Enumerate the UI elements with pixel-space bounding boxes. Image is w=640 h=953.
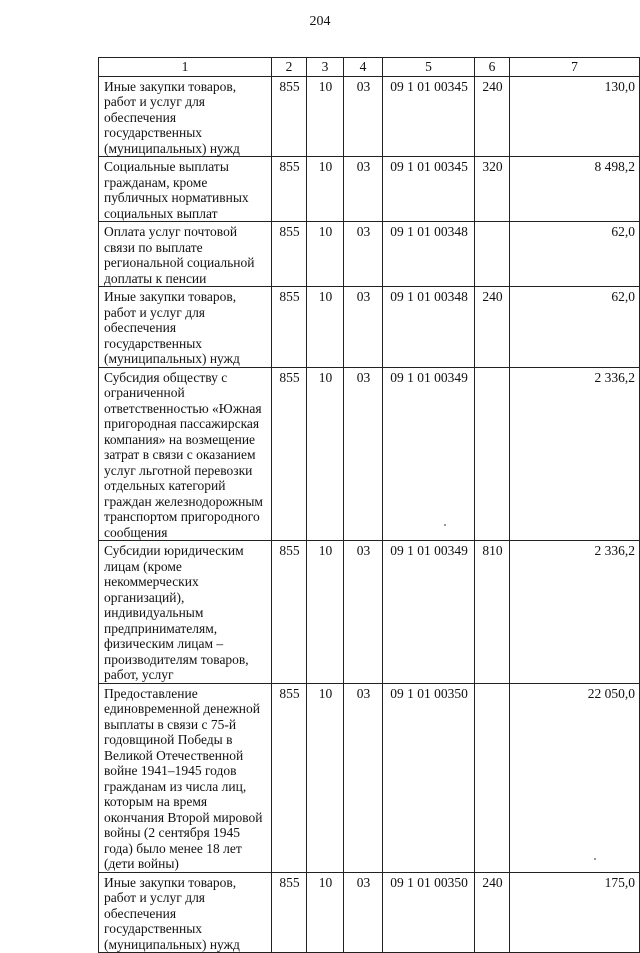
table-row (99, 157, 640, 222)
cell-col6 (475, 222, 510, 287)
cell-col6: 240 (475, 872, 510, 953)
cell-col3: 10 (307, 872, 344, 953)
table-row (99, 872, 640, 953)
cell-col6: 240 (475, 76, 510, 157)
cell-col3: 10 (307, 541, 344, 684)
table-row (99, 541, 640, 684)
cell-col4: 03 (344, 367, 383, 541)
row-name: Субсидии юридическим лицам (кроме некоммерческих организаций), индивидуальным предпринимателям, физическим лицам – производителям товаров, работ, услуг (99, 541, 272, 684)
cell-col4: 03 (344, 76, 383, 157)
header-cell: 5 (383, 58, 475, 77)
cell-col7: 62,0 (510, 222, 640, 287)
cell-col3: 10 (307, 287, 344, 368)
cell-col7: 130,0 (510, 76, 640, 157)
cell-col6 (475, 683, 510, 872)
row-name: Иные закупки товаров, работ и услуг для обеспечения государственных (муниципальных) нужд (99, 872, 272, 953)
scan-speck (594, 858, 596, 860)
budget-table (98, 57, 640, 953)
table-row (99, 367, 640, 541)
row-name: Оплата услуг почтовой связи по выплате региональной социальной доплаты к пенсии (99, 222, 272, 287)
cell-col7: 22 050,0 (510, 683, 640, 872)
cell-col5: 09 1 01 00349 (383, 367, 475, 541)
cell-col5: 09 1 01 00349 (383, 541, 475, 684)
page-number: 204 (309, 14, 331, 29)
cell-col6: 320 (475, 157, 510, 222)
cell-col2: 855 (272, 541, 307, 684)
cell-col6 (475, 367, 510, 541)
row-name: Предоставление единовременной денежной выплаты в связи с 75-й годовщиной Победы в Великой Отечественной войне 1941–1945 годов гражданам из числа лиц, которым на время окончания Второй мировой войны (2 сентября 1945 года) было менее 18 лет (дети войны) (99, 683, 272, 872)
cell-col4: 03 (344, 287, 383, 368)
cell-col2: 855 (272, 683, 307, 872)
cell-col7: 2 336,2 (510, 367, 640, 541)
cell-col5: 09 1 01 00350 (383, 683, 475, 872)
cell-col5: 09 1 01 00348 (383, 222, 475, 287)
header-cell: 1 (99, 58, 272, 77)
cell-col5: 09 1 01 00345 (383, 76, 475, 157)
cell-col2: 855 (272, 872, 307, 953)
cell-col2: 855 (272, 157, 307, 222)
table-row (99, 76, 640, 157)
scan-speck (444, 524, 446, 526)
cell-col2: 855 (272, 367, 307, 541)
cell-col2: 855 (272, 222, 307, 287)
cell-col3: 10 (307, 222, 344, 287)
cell-col4: 03 (344, 683, 383, 872)
cell-col6: 240 (475, 287, 510, 368)
cell-col7: 62,0 (510, 287, 640, 368)
header-cell: 4 (344, 58, 383, 77)
row-name: Иные закупки товаров, работ и услуг для обеспечения государственных (муниципальных) нужд (99, 76, 272, 157)
cell-col3: 10 (307, 76, 344, 157)
row-name: Социальные выплаты гражданам, кроме публичных нормативных социальных выплат (99, 157, 272, 222)
cell-col6: 810 (475, 541, 510, 684)
cell-col4: 03 (344, 222, 383, 287)
cell-col4: 03 (344, 541, 383, 684)
cell-col4: 03 (344, 157, 383, 222)
cell-col5: 09 1 01 00350 (383, 872, 475, 953)
cell-col2: 855 (272, 76, 307, 157)
cell-col7: 2 336,2 (510, 541, 640, 684)
header-cell: 7 (510, 58, 640, 77)
cell-col7: 8 498,2 (510, 157, 640, 222)
cell-col5: 09 1 01 00348 (383, 287, 475, 368)
header-cell: 2 (272, 58, 307, 77)
cell-col3: 10 (307, 157, 344, 222)
row-name: Иные закупки товаров, работ и услуг для обеспечения государственных (муниципальных) нужд (99, 287, 272, 368)
cell-col2: 855 (272, 287, 307, 368)
cell-col3: 10 (307, 683, 344, 872)
row-name: Субсидия обществу с ограниченной ответственностью «Южная пригородная пассажирская компания» на возмещение затрат в связи с оказанием услуг льготной перевозки отдельных категорий граждан железнодорожным транспортом пригородного сообщения (99, 367, 272, 541)
header-cell: 3 (307, 58, 344, 77)
cell-col5: 09 1 01 00345 (383, 157, 475, 222)
table-row (99, 287, 640, 368)
table-row (99, 683, 640, 872)
header-cell: 6 (475, 58, 510, 77)
header-row (99, 58, 640, 77)
cell-col3: 10 (307, 367, 344, 541)
cell-col4: 03 (344, 872, 383, 953)
cell-col7: 175,0 (510, 872, 640, 953)
table-row (99, 222, 640, 287)
